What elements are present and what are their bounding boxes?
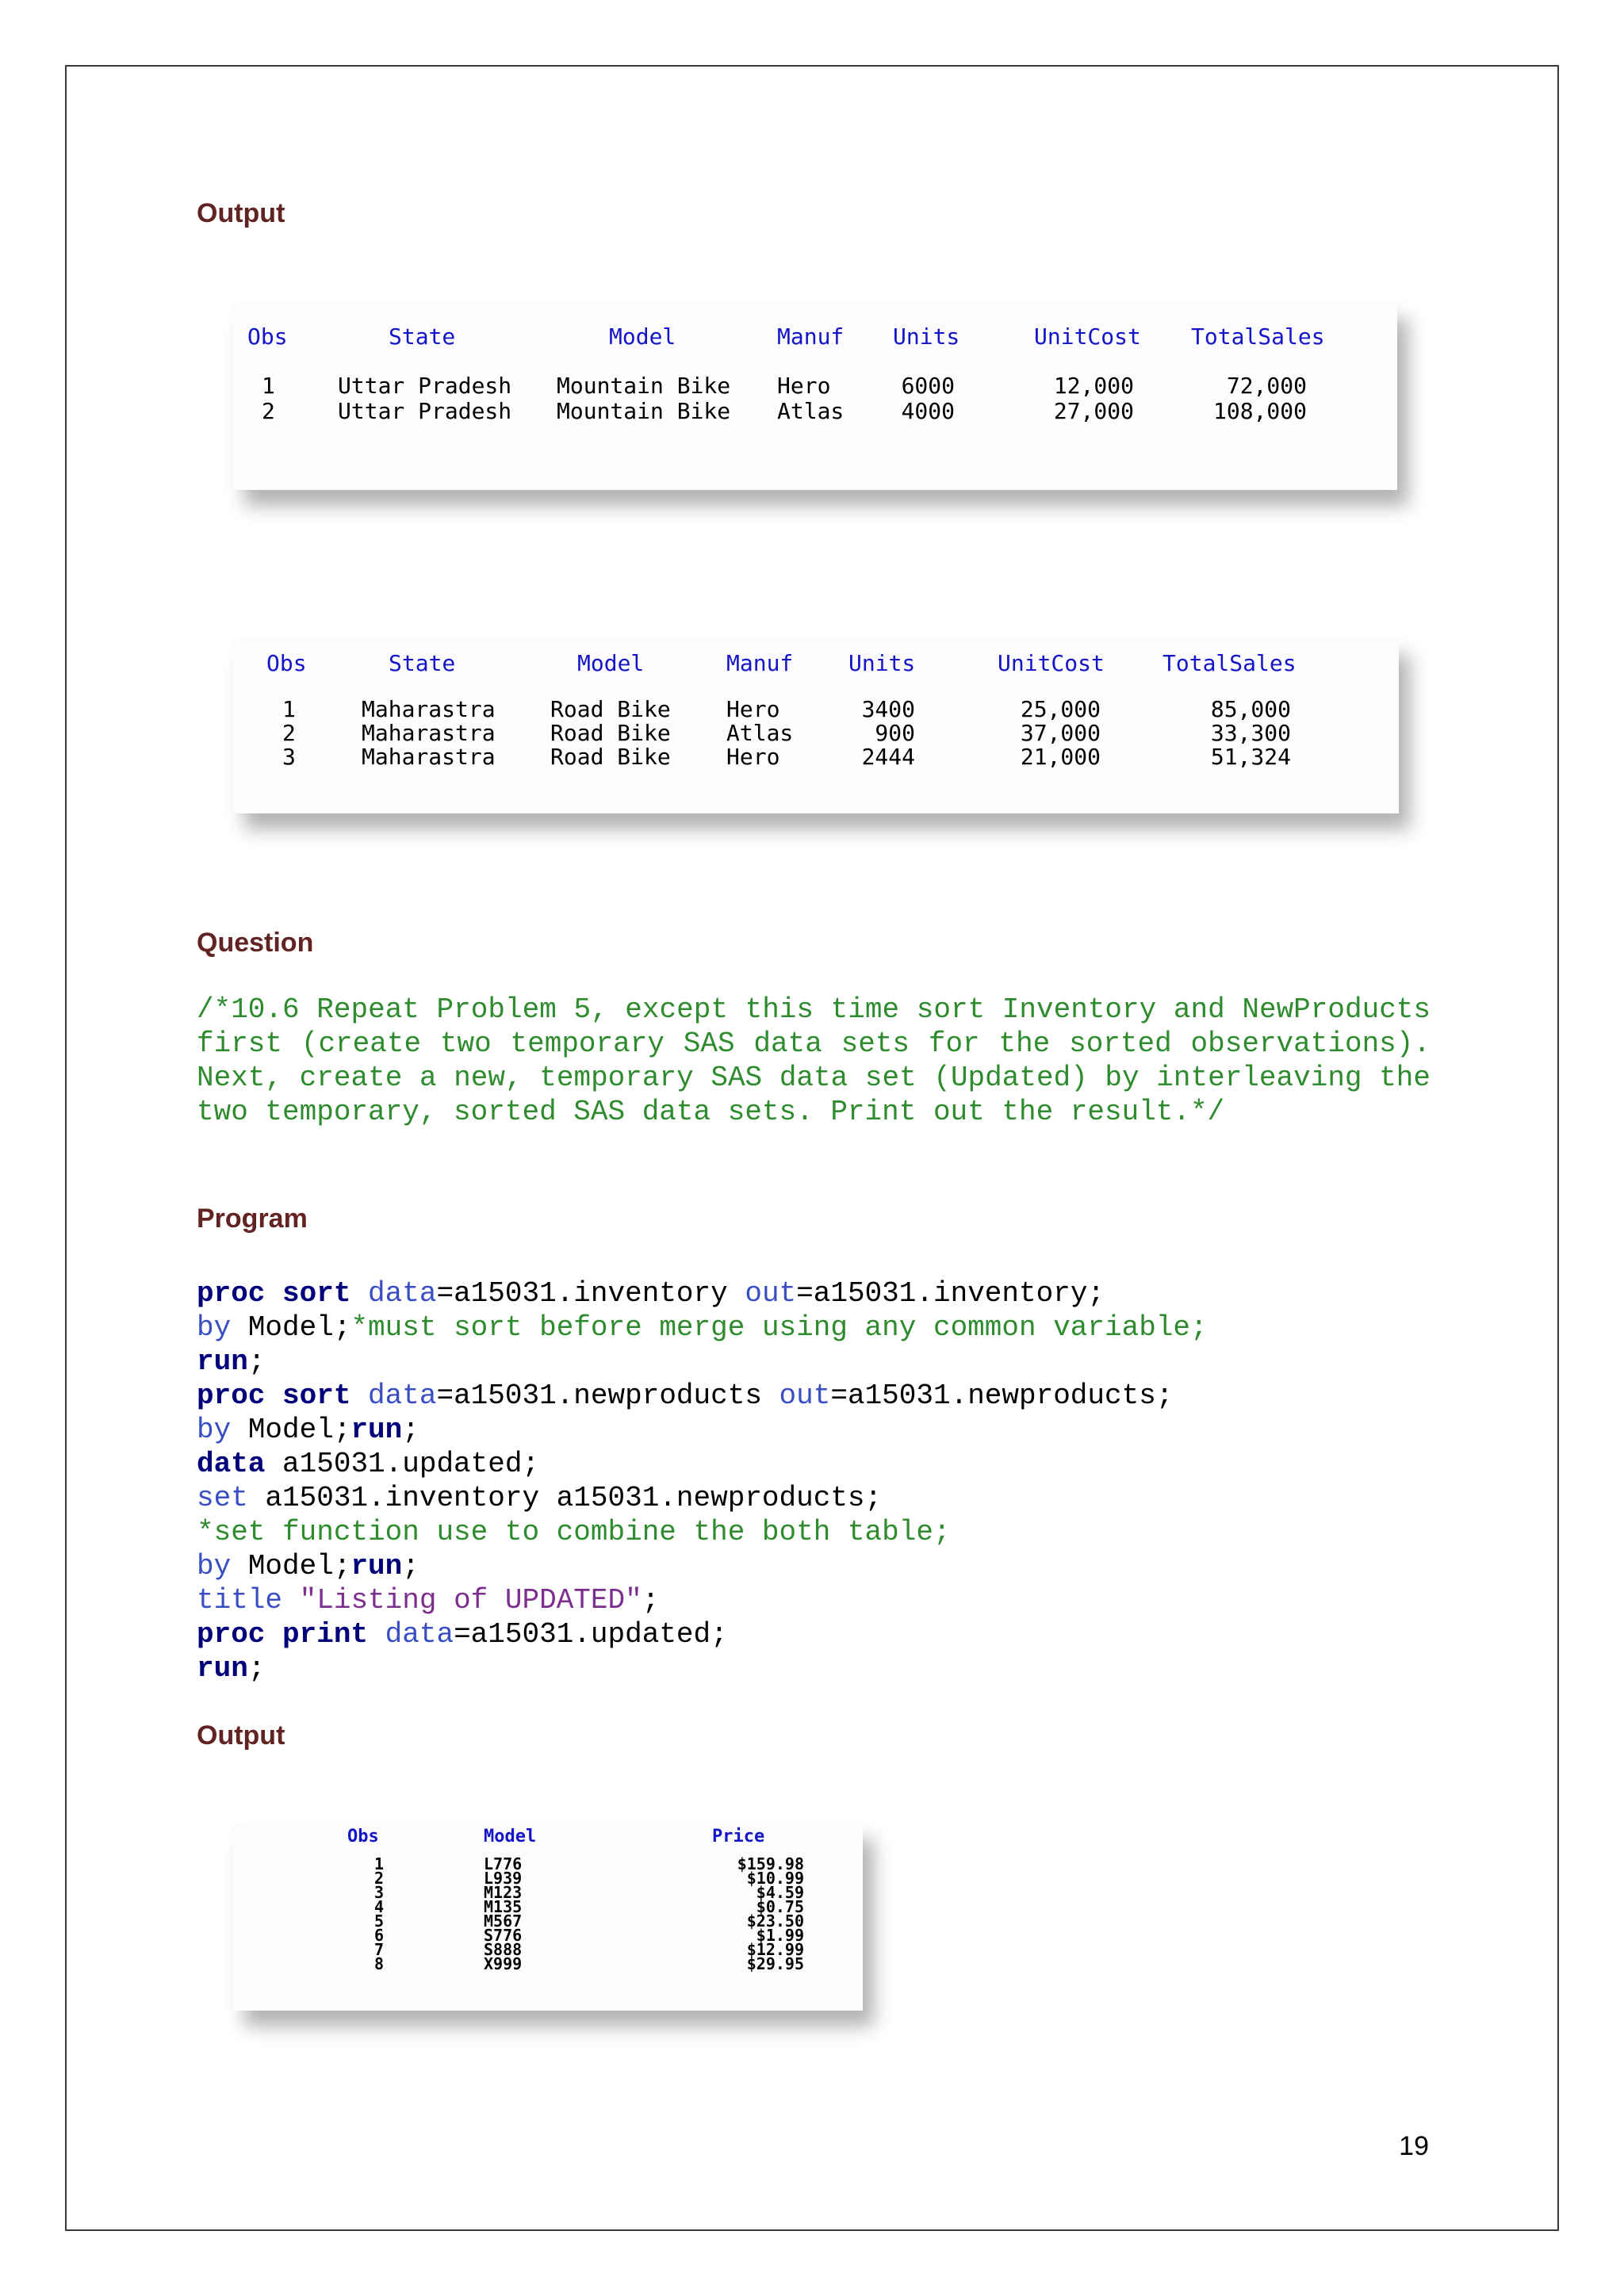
cell-model: Road Bike (550, 720, 671, 746)
code-line: run; (197, 1652, 266, 1685)
code-line: set a15031.inventory a15031.newproducts; (197, 1482, 883, 1514)
cell-state: Maharastra (362, 720, 496, 746)
cell-units: 2444 (861, 744, 915, 770)
cell-model: L776 (484, 1854, 523, 1873)
col-manuf: Manuf (726, 650, 794, 676)
col-units: Units (848, 650, 916, 676)
col-manuf: Manuf (777, 323, 845, 350)
cell-totalsales: 72,000 (1226, 373, 1307, 399)
cell-manuf: Hero (726, 744, 780, 770)
cell-unitcost: 27,000 (1053, 398, 1134, 424)
output-table-3 (233, 1823, 863, 2011)
cell-model: M567 (484, 1911, 523, 1931)
cell-model: M123 (484, 1883, 523, 1902)
question-text: /*10.6 Repeat Problem 5, except this time sort Inventory and NewProducts first (create two temporary SAS data sets for the sorted observations). Next, create a new, temporary SAS data set (Updated) by interleaving the two temporary, sorted SAS data sets. Print out the result.*/ (197, 993, 1431, 1128)
col-units: Units (893, 323, 960, 350)
cell-price: $29.95 (746, 1954, 804, 1973)
output-table-1 (233, 303, 1397, 490)
cell-obs: 2 (373, 1869, 384, 1888)
cell-obs: 4 (373, 1897, 384, 1916)
cell-model: Road Bike (550, 744, 671, 770)
col-unitcost: UnitCost (998, 650, 1105, 676)
cell-model: L939 (484, 1869, 523, 1888)
cell-units: 4000 (901, 398, 955, 424)
program-heading: Program (197, 1203, 308, 1234)
code-line: data a15031.updated; (197, 1448, 540, 1480)
code-line: run; (197, 1345, 266, 1378)
col-totalsales: TotalSales (1162, 650, 1297, 676)
cell-obs: 3 (373, 1883, 384, 1902)
cell-state: Maharastra (362, 744, 496, 770)
code-line: *set function use to combine the both table; (197, 1516, 951, 1548)
col-unitcost: UnitCost (1034, 323, 1141, 350)
cell-unitcost: 21,000 (1020, 744, 1101, 770)
cell-price: $159.98 (737, 1854, 804, 1873)
cell-units: 6000 (901, 373, 955, 399)
cell-model: Mountain Bike (557, 373, 731, 399)
cell-totalsales: 33,300 (1210, 720, 1291, 746)
cell-price: $4.59 (756, 1883, 804, 1902)
cell-model: M135 (484, 1897, 523, 1916)
col-obs: Obs (247, 323, 288, 350)
col-model: Model (609, 323, 676, 350)
cell-units: 3400 (861, 696, 915, 722)
code-line: proc print data=a15031.updated; (197, 1618, 728, 1651)
code-line: by Model;*must sort before merge using any common variable; (197, 1311, 1208, 1344)
cell-manuf: Atlas (726, 720, 794, 746)
cell-obs: 2 (262, 398, 275, 424)
cell-obs: 8 (373, 1954, 384, 1973)
cell-units: 900 (875, 720, 915, 746)
cell-obs: 3 (282, 744, 296, 770)
cell-price: $1.99 (756, 1926, 804, 1945)
cell-price: $10.99 (746, 1869, 804, 1888)
cell-unitcost: 25,000 (1020, 696, 1101, 722)
cell-price: $23.50 (746, 1911, 804, 1931)
code-line: proc sort data=a15031.newproducts out=a15031.newproducts; (197, 1380, 1174, 1412)
cell-unitcost: 37,000 (1020, 720, 1101, 746)
output-table-2 (233, 639, 1399, 813)
cell-state: Uttar Pradesh (338, 398, 512, 424)
code-line: title "Listing of UPDATED"; (197, 1584, 660, 1617)
col-state: State (389, 323, 456, 350)
cell-obs: 7 (373, 1940, 384, 1959)
col-state: State (389, 650, 456, 676)
code-line: by Model;run; (197, 1414, 419, 1446)
cell-manuf: Atlas (777, 398, 845, 424)
cell-unitcost: 12,000 (1053, 373, 1134, 399)
cell-state: Maharastra (362, 696, 496, 722)
col-price: Price (712, 1827, 765, 1846)
cell-totalsales: 108,000 (1212, 398, 1307, 424)
cell-state: Uttar Pradesh (338, 373, 512, 399)
col-model: Model (484, 1827, 537, 1846)
cell-price: $0.75 (756, 1897, 804, 1916)
cell-obs: 1 (373, 1854, 384, 1873)
col-totalsales: TotalSales (1191, 323, 1325, 350)
output-heading-1: Output (197, 198, 285, 228)
cell-obs: 5 (373, 1911, 384, 1931)
cell-totalsales: 85,000 (1210, 696, 1291, 722)
cell-model: Road Bike (550, 696, 671, 722)
output-heading-2: Output (197, 1720, 285, 1751)
code-line: proc sort data=a15031.inventory out=a15031.inventory; (197, 1277, 1105, 1310)
program-code (197, 1276, 1208, 1686)
cell-model: S776 (484, 1926, 523, 1945)
col-obs: Obs (347, 1827, 379, 1846)
cell-price: $12.99 (746, 1940, 804, 1959)
cell-totalsales: 51,324 (1210, 744, 1291, 770)
col-obs: Obs (266, 650, 307, 676)
question-heading: Question (197, 928, 314, 958)
cell-obs: 1 (282, 696, 296, 722)
page-number: 19 (1399, 2131, 1429, 2161)
col-model: Model (577, 650, 645, 676)
cell-model: Mountain Bike (557, 398, 731, 424)
cell-model: X999 (484, 1954, 523, 1973)
cell-obs: 2 (282, 720, 296, 746)
cell-model: S888 (484, 1940, 523, 1959)
cell-obs: 6 (373, 1926, 384, 1945)
cell-manuf: Hero (726, 696, 780, 722)
cell-manuf: Hero (777, 373, 831, 399)
cell-obs: 1 (262, 373, 275, 399)
code-line: by Model;run; (197, 1550, 419, 1582)
